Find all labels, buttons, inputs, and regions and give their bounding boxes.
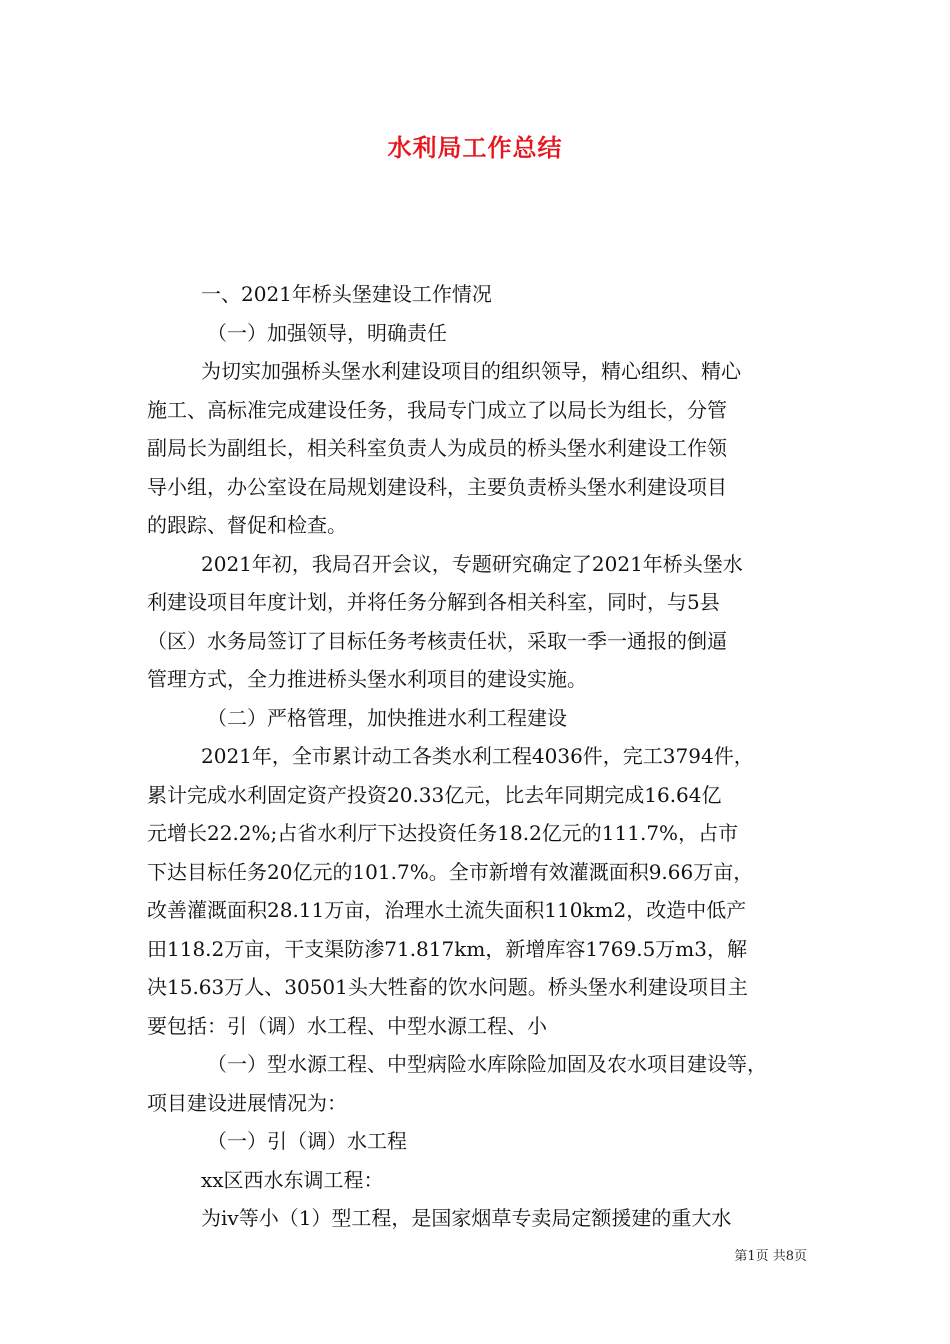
section-heading: 一、2021年桥头堡建设工作情况 (201, 282, 492, 306)
subsection-heading: （二）严格管理，加快推进水利工程建设 (207, 705, 567, 730)
text-line: 元增长22.2%;占省水利厅下达投资任务18.2亿元的111.7%，占市 (147, 821, 739, 845)
text-line: 下达目标任务20亿元的101.7%。全市新增有效灌溉面积9.66万亩， (147, 859, 754, 884)
document-body (147, 275, 809, 1238)
text-line: 2021年初，我局召开会议，专题研究确定了2021年桥头堡水 (201, 551, 743, 576)
text-line: xx区西水东调工程： (201, 1167, 384, 1192)
text-line: 副局长为副组长，相关科室负责人为成员的桥头堡水利建设工作领 (147, 436, 727, 460)
text-line: 的跟踪、督促和检查。 (147, 513, 347, 537)
text-line: 导小组，办公室设在局规划建设科，主要负责桥头堡水利建设项目 (147, 474, 727, 499)
subsection-heading: （一）加强领导，明确责任 (207, 320, 447, 345)
page-number: 第1页 共8页 (734, 1249, 807, 1264)
subsection-heading: （一）引（调）水工程 (207, 1129, 407, 1153)
text-line: 改善灌溉面积28.11万亩，治理水土流失面积110km2，改造中低产 (147, 898, 747, 922)
text-line: 管理方式，全力推进桥头堡水利项目的建设实施。 (147, 667, 587, 691)
text-line: 施工、高标准完成建设任务，我局专门成立了以局长为组长，分管 (147, 397, 727, 422)
text-line: 田118.2万亩，干支渠防渗71.817km，新增库容1769.5万m3，解 (147, 936, 747, 961)
text-line: 为切实加强桥头堡水利建设项目的组织领导，精心组织、精心 (201, 359, 741, 383)
document-title: 水利局工作总结 (387, 134, 563, 162)
text-line: 要包括：引（调）水工程、中型水源工程、小 (147, 1013, 547, 1038)
text-line: 决15.63万人、30501头大牲畜的饮水问题。桥头堡水利建设项目主 (147, 975, 748, 999)
text-line: 为iv等小（1）型工程，是国家烟草专卖局定额援建的重大水 (201, 1206, 732, 1230)
text-line: 项目建设进展情况为： (147, 1090, 347, 1115)
text-line: （一）型水源工程、中型病险水库除险加固及农水项目建设等， (207, 1052, 767, 1076)
text-line: （区）水务局签订了目标任务考核责任状，采取一季一通报的倒逼 (147, 628, 727, 653)
text-line: 累计完成水利固定资产投资20.33亿元，比去年同期完成16.64亿 (147, 782, 722, 807)
text-line: 利建设项目年度计划，并将任务分解到各相关科室，同时，与5县 (147, 590, 720, 614)
text-line: 2021年，全市累计动工各类水利工程4036件，完工3794件， (201, 744, 754, 768)
